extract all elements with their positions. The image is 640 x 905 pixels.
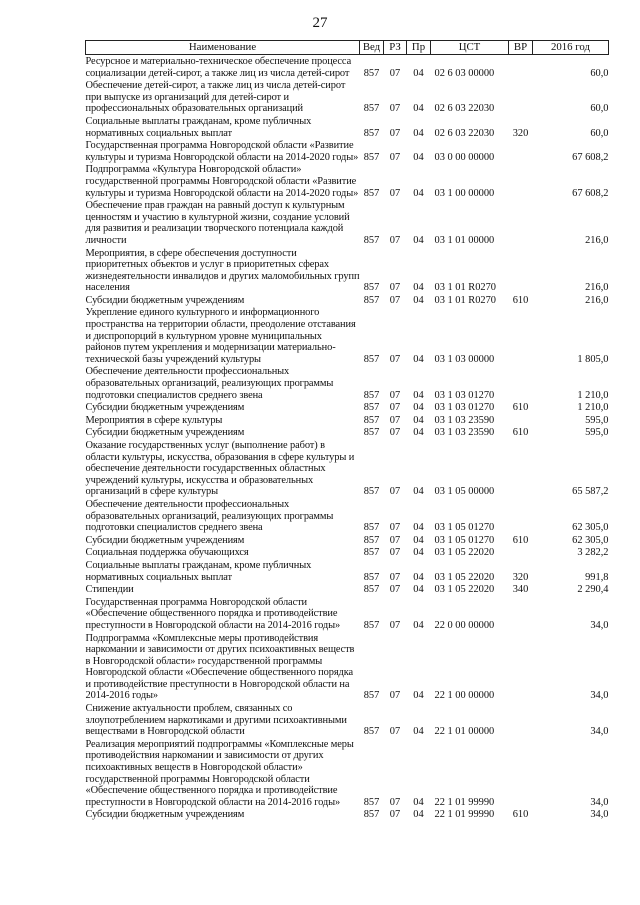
cell-ved: 857: [363, 809, 380, 821]
cell-ved: 857: [363, 584, 380, 596]
cell-ved: 857: [363, 402, 380, 414]
cell-cst: 03 1 05 01270: [434, 534, 495, 546]
cell-vr: 340: [512, 584, 529, 596]
cell-name: Социальные выплаты гражданам, кроме публичных нормативных социальных выплат: [85, 115, 312, 139]
cell-vr: [509, 702, 533, 738]
cell-ved: 857: [363, 547, 380, 559]
cell-rz: 07: [389, 809, 401, 821]
cell-amount: 595,0: [585, 414, 609, 426]
table-body: [86, 55, 609, 822]
cell-amount: 62 305,0: [572, 534, 609, 546]
cell-amount: 1 210,0: [577, 402, 609, 414]
cell-rz: 07: [389, 571, 401, 583]
table-row: [86, 414, 609, 427]
table-row: [86, 702, 609, 738]
cell-name: Обеспечение детей-сирот, а также лиц из числа детей-сирот при выпуске из организаций для детей-сирот и профессиональных образовательных организаций: [85, 80, 346, 115]
table-row: [86, 294, 609, 307]
cell-cst: 03 1 01 R0270: [434, 294, 496, 306]
cell-vr: 320: [512, 127, 529, 139]
cell-vr: 610: [512, 427, 529, 439]
cell-pr: 04: [413, 282, 424, 294]
cell-amount: 67 608,2: [572, 151, 609, 163]
cell-rz: 07: [389, 486, 401, 498]
cell-pr: 04: [413, 427, 424, 439]
cell-amount: 60,0: [590, 103, 609, 115]
cell-name: Реализация мероприятий подпрограммы «Комплексные меры противодействия наркомании и зависимости от других психоактивных веществ в Новгородской области» государственной программы Новгородской области «Обеспечение общественного порядка и противодействие преступности в Новгородской области на 2014-2016 годы»: [85, 738, 354, 808]
cell-vr: [509, 546, 533, 559]
cell-pr: 04: [413, 571, 424, 583]
cell-ved: 857: [363, 571, 380, 583]
table-row: [86, 583, 609, 596]
cell-ved: 857: [363, 427, 380, 439]
cell-pr: 04: [413, 809, 424, 821]
cell-amount: 34,0: [590, 619, 609, 631]
cell-rz: 07: [389, 796, 401, 808]
cell-cst: 03 0 00 00000: [434, 151, 495, 163]
cell-name: Социальная поддержка обучающихся: [85, 547, 249, 559]
column-header-amount: 2016 год: [533, 41, 609, 55]
cell-vr: 320: [512, 571, 529, 583]
cell-cst: 22 1 00 00000: [434, 690, 495, 702]
cell-rz: 07: [389, 151, 401, 163]
cell-rz: 07: [389, 522, 401, 534]
table-row: [86, 596, 609, 632]
cell-cst: 22 1 01 99990: [434, 809, 495, 821]
cell-name: Снижение актуальности проблем, связанных со злоупотреблением наркотиками и другими психоактивными веществами в Новгородской области: [85, 703, 347, 738]
table-row: [86, 439, 609, 498]
cell-amount: 2 290,4: [577, 584, 609, 596]
cell-rz: 07: [389, 726, 401, 738]
table-row: [86, 426, 609, 439]
cell-vr: [509, 139, 533, 163]
cell-vr: [509, 632, 533, 703]
cell-amount: 60,0: [590, 127, 609, 139]
column-header-vr: ВР: [509, 41, 533, 55]
column-header-cst: ЦСТ: [431, 41, 509, 55]
column-header-pr: Пр: [407, 41, 431, 55]
cell-vr: [509, 365, 533, 401]
cell-pr: 04: [413, 103, 424, 115]
cell-cst: 03 1 01 R0270: [434, 282, 496, 294]
cell-pr: 04: [413, 486, 424, 498]
cell-name: Стипендии: [85, 584, 134, 596]
cell-pr: 04: [413, 389, 424, 401]
cell-amount: 65 587,2: [572, 486, 609, 498]
cell-rz: 07: [389, 187, 401, 199]
cell-rz: 07: [389, 353, 401, 365]
cell-name: Социальные выплаты гражданам, кроме публичных нормативных социальных выплат: [85, 559, 312, 583]
cell-ved: 857: [363, 67, 380, 79]
cell-cst: 03 1 01 00000: [434, 234, 495, 246]
cell-rz: 07: [389, 619, 401, 631]
cell-cst: 03 1 03 01270: [434, 402, 495, 414]
table-header-row: [86, 41, 609, 55]
cell-cst: 03 1 03 23590: [434, 414, 495, 426]
cell-ved: 857: [363, 726, 380, 738]
cell-name: Субсидии бюджетным учреждениям: [85, 402, 245, 414]
cell-pr: 04: [413, 796, 424, 808]
column-header-name: Наименование: [86, 41, 360, 55]
table-row: [86, 365, 609, 401]
cell-pr: 04: [413, 534, 424, 546]
table-row: [86, 247, 609, 294]
cell-cst: 03 1 05 01270: [434, 522, 495, 534]
cell-ved: 857: [363, 534, 380, 546]
cell-name: Государственная программа Новгородской области «Обеспечение общественного порядка и противодействие преступности в Новгородской области на 2014-2016 годы»: [85, 596, 341, 631]
cell-pr: 04: [413, 294, 424, 306]
page-number: 27: [312, 15, 328, 31]
budget-table: [85, 40, 609, 821]
cell-name: Обеспечение прав граждан на равный доступ к культурным ценностям и участию в культурной жизни, создание условий для развития и реализации творческого потенциала каждой личности: [85, 200, 350, 246]
table-row: [86, 546, 609, 559]
cell-cst: 22 0 00 00000: [434, 619, 495, 631]
cell-name: Оказание государственных услуг (выполнение работ) в области культуры, искусства, образования в сфере культуры и обеспечение деятельности государственных областных учреждений культуры, искусства и образовательных организаций в сфере культуры: [85, 440, 355, 498]
cell-amount: 62 305,0: [572, 522, 609, 534]
cell-pr: 04: [413, 234, 424, 246]
cell-amount: 3 282,2: [577, 547, 609, 559]
cell-rz: 07: [389, 234, 401, 246]
cell-cst: 03 1 05 22020: [434, 547, 495, 559]
cell-rz: 07: [389, 282, 401, 294]
cell-name: Субсидии бюджетным учреждениям: [85, 294, 245, 306]
cell-name: Субсидии бюджетным учреждениям: [85, 427, 245, 439]
cell-amount: 34,0: [590, 809, 609, 821]
table-row: [86, 401, 609, 414]
cell-vr: [509, 439, 533, 498]
cell-rz: 07: [389, 427, 401, 439]
cell-cst: 03 1 05 22020: [434, 571, 495, 583]
cell-ved: 857: [363, 234, 380, 246]
cell-pr: 04: [413, 187, 424, 199]
cell-vr: [509, 55, 533, 80]
cell-rz: 07: [389, 127, 401, 139]
cell-amount: 595,0: [585, 427, 609, 439]
table-row: [86, 79, 609, 115]
cell-pr: 04: [413, 402, 424, 414]
cell-ved: 857: [363, 103, 380, 115]
table-row: [86, 163, 609, 199]
cell-vr: 610: [512, 294, 529, 306]
cell-vr: [509, 163, 533, 199]
cell-name: Государственная программа Новгородской области «Развитие культуры и туризма Новгородской области на 2014-2020 годы»: [85, 140, 359, 163]
cell-ved: 857: [363, 389, 380, 401]
cell-amount: 1 805,0: [577, 353, 609, 365]
cell-ved: 857: [363, 282, 380, 294]
cell-name: Подпрограмма «Культура Новгородской области» государственной программы Новгородской области «Развитие культуры и туризма Новгородской области на 2014-2020 годы»: [85, 164, 359, 199]
cell-cst: 03 1 05 22020: [434, 584, 495, 596]
cell-ved: 857: [363, 151, 380, 163]
column-header-rz: РЗ: [384, 41, 407, 55]
cell-vr: [509, 498, 533, 534]
cell-vr: [509, 79, 533, 115]
cell-pr: 04: [413, 726, 424, 738]
cell-name: Подпрограмма «Комплексные меры противодействия наркомании и зависимости от других психоактивных веществ в Новгородской области» государственной программы Новгородской области «Обеспечение общественного порядка и противодействие преступности в Новгородской области на 2014-2016 годы»: [85, 632, 355, 702]
cell-vr: 610: [512, 402, 529, 414]
cell-rz: 07: [389, 584, 401, 596]
cell-rz: 07: [389, 389, 401, 401]
cell-name: Субсидии бюджетным учреждениям: [85, 534, 245, 546]
table-row: [86, 199, 609, 246]
cell-vr: [509, 247, 533, 294]
cell-name: Обеспечение деятельности профессиональных образовательных организаций, реализующих программы подготовки специалистов среднего звена: [85, 498, 334, 534]
cell-amount: 216,0: [585, 294, 609, 306]
table-row: [86, 534, 609, 547]
cell-cst: 02 6 03 22030: [434, 127, 495, 139]
cell-rz: 07: [389, 547, 401, 559]
cell-ved: 857: [363, 522, 380, 534]
table-row: [86, 808, 609, 821]
cell-vr: 610: [512, 534, 529, 546]
cell-name: Укрепление единого культурного и информационного пространства на территории области, преодоление отставания и диспропорций в культурном уровне муниципальных районов путем укрепления и модернизации материально-технической базы учреждений культуры: [85, 307, 356, 365]
cell-name: Мероприятия в сфере культуры: [85, 414, 223, 426]
cell-ved: 857: [363, 619, 380, 631]
cell-rz: 07: [389, 294, 401, 306]
cell-rz: 07: [389, 414, 401, 426]
cell-rz: 07: [389, 402, 401, 414]
cell-ved: 857: [363, 353, 380, 365]
cell-cst: 22 1 01 00000: [434, 726, 495, 738]
cell-amount: 1 210,0: [577, 389, 609, 401]
cell-amount: 60,0: [590, 67, 609, 79]
cell-ved: 857: [363, 294, 380, 306]
cell-cst: 03 1 05 00000: [434, 486, 495, 498]
cell-vr: 610: [512, 809, 529, 821]
cell-amount: 216,0: [585, 282, 609, 294]
table-row: [86, 632, 609, 703]
cell-cst: 03 1 03 00000: [434, 353, 495, 365]
cell-amount: 67 608,2: [572, 187, 609, 199]
table-row: [86, 55, 609, 80]
cell-pr: 04: [413, 151, 424, 163]
cell-ved: 857: [363, 690, 380, 702]
cell-vr: [509, 738, 533, 809]
cell-vr: [509, 199, 533, 246]
cell-name: Мероприятия, в сфере обеспечения доступности приоритетных объектов и услуг в приоритетных сферах жизнедеятельности инвалидов и других маломобильных групп населения: [85, 247, 360, 294]
cell-name: Субсидии бюджетным учреждениям: [85, 809, 245, 821]
cell-ved: 857: [363, 796, 380, 808]
cell-ved: 857: [363, 414, 380, 426]
column-header-ved: Вед: [360, 41, 384, 55]
table-row: [86, 115, 609, 139]
cell-cst: 02 6 03 00000: [434, 67, 495, 79]
cell-ved: 857: [363, 127, 380, 139]
cell-rz: 07: [389, 690, 401, 702]
cell-pr: 04: [413, 547, 424, 559]
cell-name: Обеспечение деятельности профессиональных образовательных организаций, реализующих программы подготовки специалистов среднего звена: [85, 366, 334, 401]
cell-amount: 34,0: [590, 690, 609, 702]
table-row: [86, 498, 609, 534]
cell-pr: 04: [413, 67, 424, 79]
cell-pr: 04: [413, 353, 424, 365]
cell-vr: [509, 306, 533, 365]
cell-rz: 07: [389, 67, 401, 79]
cell-cst: 02 6 03 22030: [434, 103, 495, 115]
table-row: [86, 738, 609, 809]
cell-amount: 34,0: [590, 796, 609, 808]
cell-cst: 03 1 03 23590: [434, 427, 495, 439]
table-row: [86, 306, 609, 365]
cell-amount: 34,0: [590, 726, 609, 738]
cell-pr: 04: [413, 522, 424, 534]
cell-vr: [509, 414, 533, 427]
cell-pr: 04: [413, 690, 424, 702]
cell-pr: 04: [413, 127, 424, 139]
cell-cst: 03 1 00 00000: [434, 187, 495, 199]
cell-amount: 216,0: [585, 234, 609, 246]
cell-ved: 857: [363, 187, 380, 199]
cell-rz: 07: [389, 534, 401, 546]
cell-ved: 857: [363, 486, 380, 498]
table-row: [86, 139, 609, 163]
cell-cst: 22 1 01 99990: [434, 796, 495, 808]
cell-rz: 07: [389, 103, 401, 115]
cell-pr: 04: [413, 619, 424, 631]
cell-name: Ресурсное и материально-техническое обеспечение процесса социализации детей-сирот, а также лиц из числа детей-сирот: [85, 56, 352, 79]
cell-vr: [509, 596, 533, 632]
cell-amount: 991,8: [585, 571, 609, 583]
cell-cst: 03 1 03 01270: [434, 389, 495, 401]
table-row: [86, 559, 609, 583]
cell-pr: 04: [413, 584, 424, 596]
cell-pr: 04: [413, 414, 424, 426]
